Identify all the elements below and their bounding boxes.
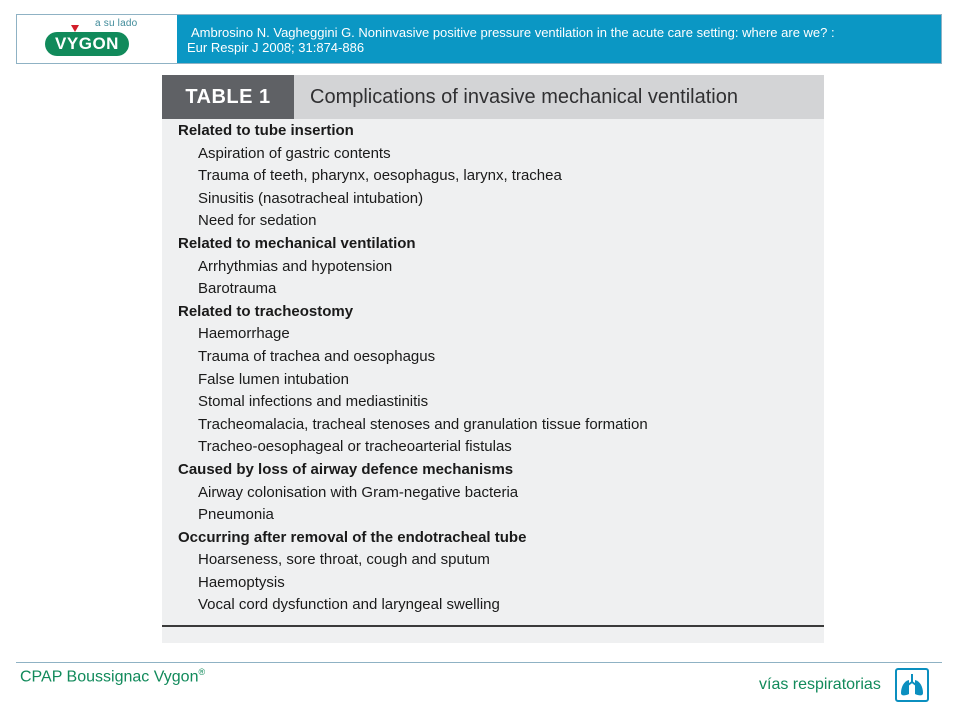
- table-row: Barotrauma: [198, 280, 277, 298]
- table-row: Sinusitis (nasotracheal intubation): [198, 189, 424, 207]
- table-row: Hoarseness, sore throat, cough and sputum: [198, 551, 490, 569]
- table-header: [162, 75, 824, 119]
- table-bottom-rule: [162, 625, 824, 627]
- logo-brand: VYGON: [45, 32, 129, 56]
- table-title: Complications of invasive mechanical ventilation: [310, 86, 738, 108]
- table-row: Aspiration of gastric contents: [198, 144, 391, 162]
- footer-divider: [16, 662, 942, 663]
- table-row: Airway colonisation with Gram-negative bacteria: [198, 483, 519, 501]
- complications-table: [162, 75, 824, 643]
- table-row: Haemoptysis: [198, 573, 285, 591]
- table-row: False lumen intubation: [198, 370, 349, 388]
- table-row: Need for sedation: [198, 212, 317, 230]
- table-section-heading: Caused by loss of airway defence mechanisms: [178, 460, 514, 478]
- footer-brand: [20, 667, 205, 686]
- table-row: Vocal cord dysfunction and laryngeal swelling: [198, 596, 500, 614]
- table-section-heading: Related to tracheostomy: [178, 302, 354, 320]
- table-row: Pneumonia: [198, 506, 274, 524]
- table-row: Haemorrhage: [198, 325, 290, 343]
- table-row: Arrhythmias and hypotension: [198, 257, 393, 275]
- citation-line-2: Eur Respir J 2008; 31:874-886: [187, 40, 365, 55]
- table-section-heading: Occurring after removal of the endotracheal tube: [178, 528, 527, 546]
- table-row: Tracheo-oesophageal or tracheoarterial fistulas: [198, 438, 512, 456]
- slide-header: [16, 14, 942, 64]
- logo-tagline: a su lado: [95, 18, 138, 29]
- table-rows: [178, 120, 818, 617]
- footer-section-name: vías respiratorias: [759, 676, 881, 693]
- logo-triangle-icon: [71, 25, 79, 32]
- table-section-heading: Related to mechanical ventilation: [178, 234, 416, 252]
- citation-line-1: Ambrosino N. Vagheggini G. Noninvasive positive pressure ventilation in the acute care setting: where are we? :: [191, 25, 835, 40]
- footer-brand-text: CPAP Boussignac Vygon: [20, 668, 199, 686]
- table-row: Trauma of teeth, pharynx, oesophagus, larynx, trachea: [198, 167, 562, 185]
- table-section-heading: Related to tube insertion: [178, 122, 354, 139]
- lungs-icon: [895, 668, 929, 702]
- citation-banner: [177, 15, 941, 63]
- table-row: Stomal infections and mediastinitis: [198, 393, 429, 411]
- table-label: TABLE 1: [162, 75, 294, 119]
- vygon-logo: [17, 15, 177, 63]
- table-row: Trauma of trachea and oesophagus: [198, 347, 436, 365]
- table-row: Tracheomalacia, tracheal stenoses and granulation tissue formation: [198, 415, 648, 433]
- footer-brand-mark: ®: [198, 667, 206, 677]
